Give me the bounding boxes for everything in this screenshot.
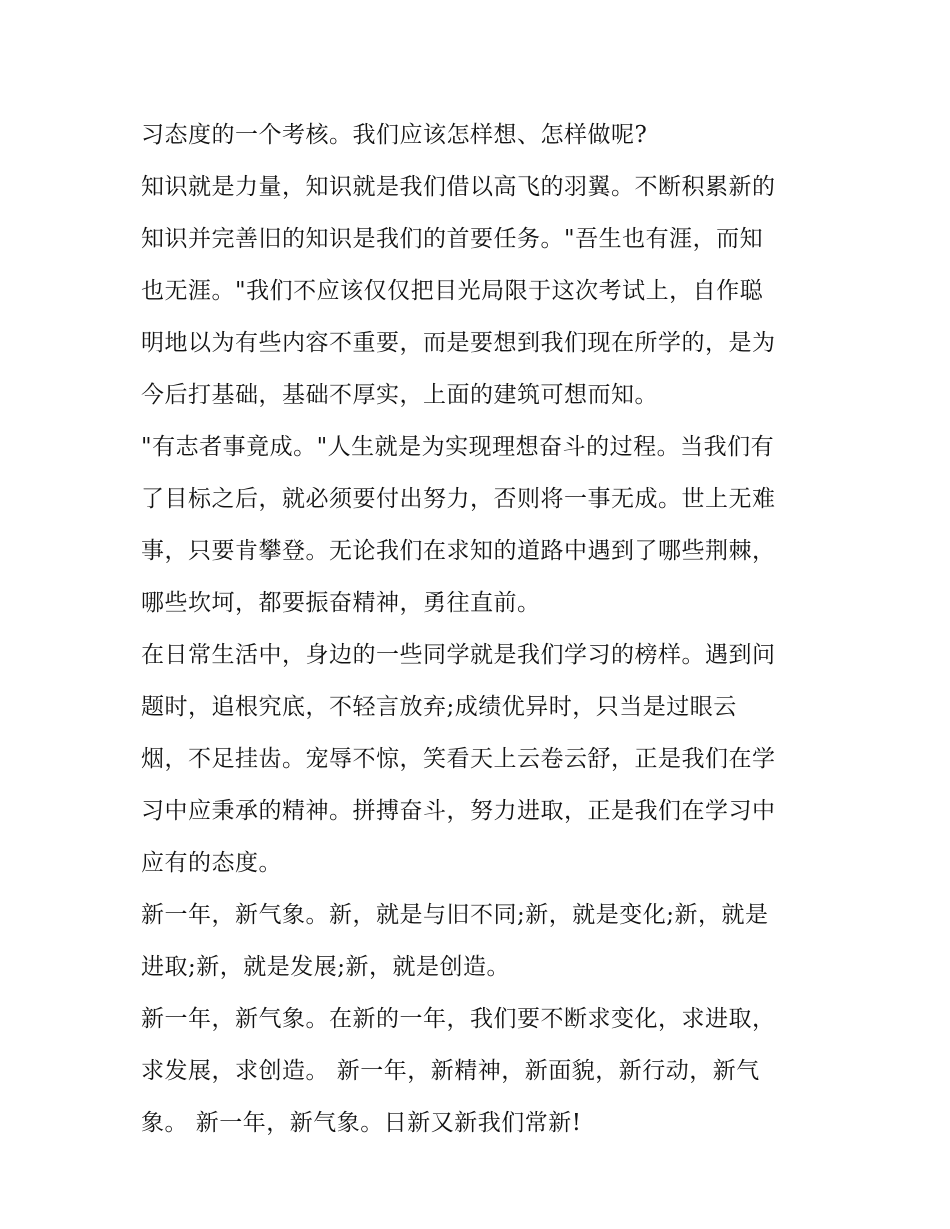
text-line: 习中应秉承的精神。拼搏奋斗，努力进取，正是我们在学习中: [141, 798, 776, 824]
text-line: 也无涯。"我们不应该仅仅把目光局限于这次考试上，自作聪: [141, 278, 764, 304]
text-line: 知识并完善旧的知识是我们的首要任务。"吾生也有涯，而知: [141, 226, 764, 252]
text-line: 今后打基础，基础不厚实，上面的建筑可想而知。: [141, 382, 658, 408]
text-line: 了目标之后，就必须要付出努力，否则将一事无成。世上无难: [141, 486, 776, 512]
text-line: 求发展，求创造。 新一年，新精神，新面貌，新行动，新气: [141, 1058, 760, 1084]
text-line: 烟，不足挂齿。宠辱不惊，笑看天上云卷云舒，正是我们在学: [141, 746, 776, 772]
text-line: 应有的态度。: [141, 850, 282, 876]
text-line: 新一年，新气象。在新的一年，我们要不断求变化，求进取，: [141, 1006, 776, 1032]
text-line: 象。 新一年，新气象。日新又新我们常新!: [141, 1110, 582, 1136]
text-line: 进取;新，就是发展;新，就是创造。: [141, 954, 510, 980]
text-line: 哪些坎坷，都要振奋精神，勇往直前。: [141, 590, 541, 616]
text-line: 新一年，新气象。新，就是与旧不同;新，就是变化;新，就是: [141, 902, 769, 928]
text-line: 习态度的一个考核。我们应该怎样想、怎样做呢?: [141, 122, 648, 148]
text-line: 事，只要肯攀登。无论我们在求知的道路中遇到了哪些荆棘，: [141, 538, 776, 564]
text-line: 明地以为有些内容不重要，而是要想到我们现在所学的，是为: [141, 330, 776, 356]
text-line: 知识就是力量，知识就是我们借以高飞的羽翼。不断积累新的: [141, 174, 776, 200]
text-line: 题时，追根究底，不轻言放弃;成绩优异时，只当是过眼云: [141, 694, 737, 720]
text-line: "有志者事竟成。"人生就是为实现理想奋斗的过程。当我们有: [141, 434, 775, 460]
document-body: [141, 109, 821, 1149]
text-line: 在日常生活中，身边的一些同学就是我们学习的榜样。遇到问: [141, 642, 776, 668]
